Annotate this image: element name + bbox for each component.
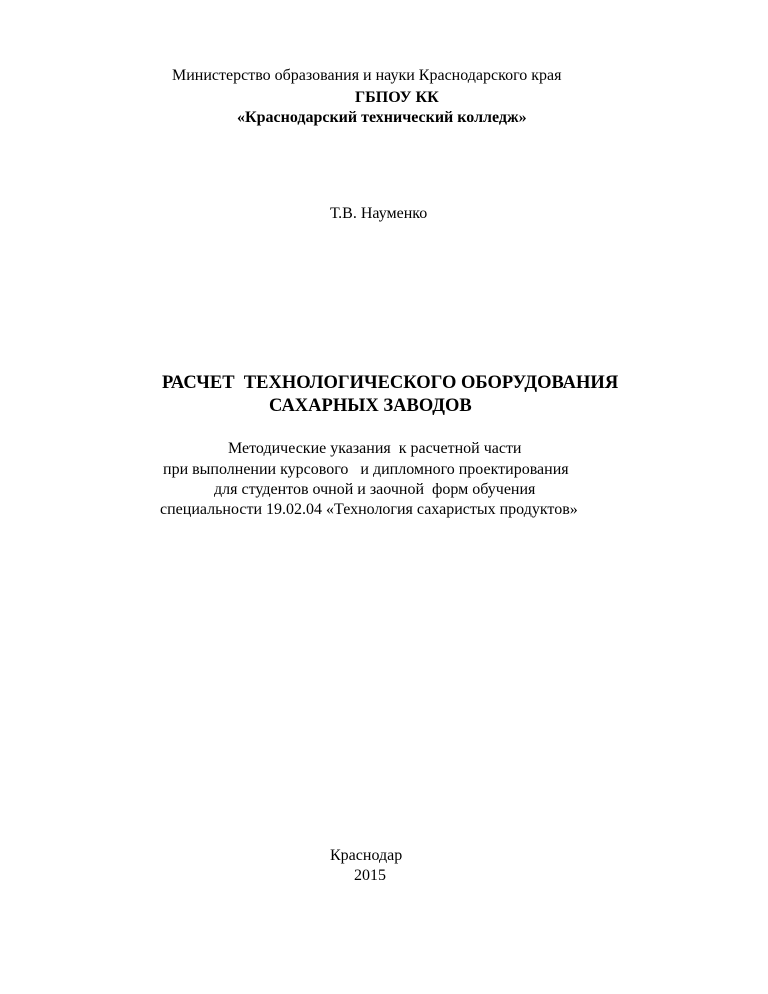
subtitle-line-2: при выполнении курсового и дипломного проектирования <box>163 461 569 478</box>
organization-short-name: ГБПОУ КК <box>355 89 439 106</box>
city: Краснодар <box>330 847 403 864</box>
document-title-line-2: САХАРНЫХ ЗАВОДОВ <box>269 396 472 416</box>
ministry-line: Министерство образования и науки Краснодарского края <box>172 67 562 84</box>
subtitle-line-1: Методические указания к расчетной части <box>228 440 522 457</box>
subtitle-line-3: для студентов очной и заочной форм обучения <box>214 481 536 498</box>
year: 2015 <box>354 867 386 884</box>
organization-full-name: «Краснодарский технический колледж» <box>237 109 527 126</box>
document-title-line-1: РАСЧЕТ ТЕХНОЛОГИЧЕСКОГО ОБОРУДОВАНИЯ <box>162 373 619 393</box>
author-name: Т.В. Науменко <box>330 205 428 222</box>
subtitle-line-4: специальности 19.02.04 «Технология сахаристых продуктов» <box>160 501 578 518</box>
